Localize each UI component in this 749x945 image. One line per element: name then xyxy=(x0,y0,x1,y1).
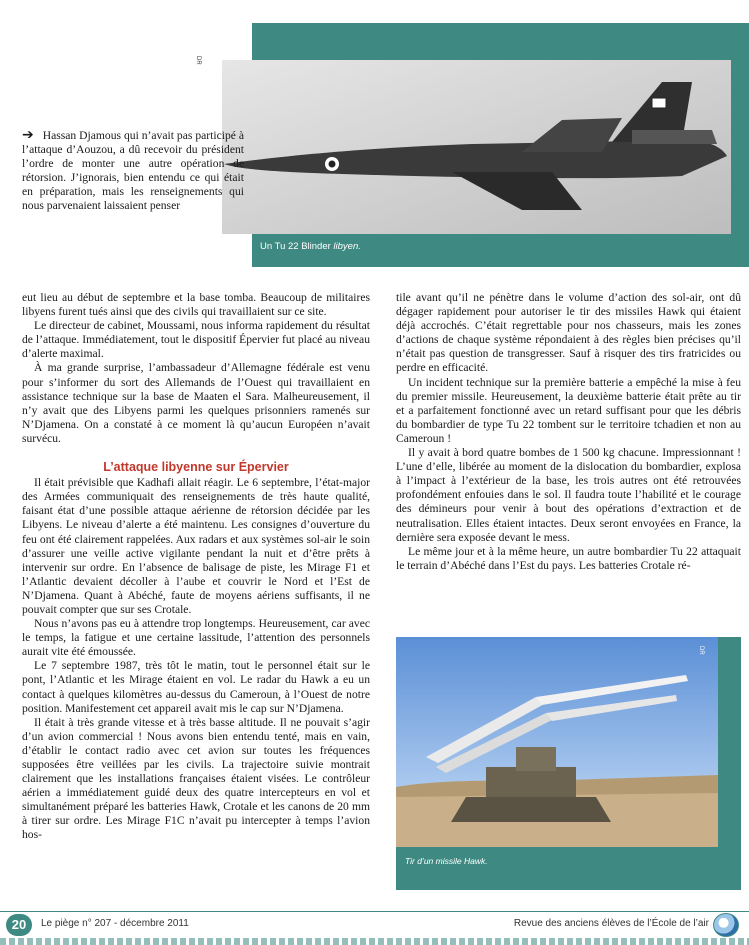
tu22-photo xyxy=(222,60,731,234)
caption-main: Tu 22 Blinder xyxy=(274,241,334,252)
paragraph: Le même jour et à la même heure, un autre bombardier Tu 22 attaquait le terrain d’Abéché dans l’Est du pays. Les batteries Crotale ré- xyxy=(396,544,741,572)
paragraph: À ma grande surprise, l’ambassadeur d’Allemagne fédérale est venu pour s’informer du sort des Allemands de l’Ouest qui travaillaient en assistance technique sur la base de Maaten el Sara. Malheureusement, il n’y avait que des Libyens parmi les quelques prisonniers ramenés sur N’Djamena. On a constaté à ce moment là qu’aucun Européen n’avait survécu. xyxy=(22,361,370,445)
hawk-missile-photo xyxy=(396,637,718,847)
caption-italic: libyen. xyxy=(333,241,361,252)
footer-divider xyxy=(0,911,749,912)
footer-publication: Revue des anciens élèves de l’École de l’air xyxy=(513,918,709,929)
missile-launcher-image xyxy=(396,637,718,847)
school-logo-icon xyxy=(713,913,739,937)
bomber-plane-image xyxy=(222,60,731,234)
caption-prefix: Un xyxy=(260,241,275,252)
photo-credit-bottom: DR xyxy=(698,646,704,655)
section-title: L’attaque libyenne sur Épervier xyxy=(103,460,289,475)
footer-issue: Le piège n° 207 - décembre 2011 xyxy=(41,918,189,929)
footer-pattern xyxy=(0,938,749,945)
paragraph: tile avant qu’il ne pénètre dans le volume d’action des sol-air, ont dû dégager rapidement pour autoriser le tir des missiles Hawk qui étaient déjà accrochés. C’était regrettable pour nos chasseurs, mais les zones d’actions de chaque système répondaient à des règles bien précises qu’il n’était pas question de transgresser. Sauf à risquer des tirs fratricides ou perdre en efficacité. xyxy=(396,291,741,375)
right-column xyxy=(396,291,741,573)
paragraph: eut lieu au début de septembre et la base tomba. Beaucoup de militaires libyens furent tués ainsi que des civils qui travaillaient sur ce site. xyxy=(22,291,370,319)
intro-paragraph xyxy=(22,128,244,214)
left-column xyxy=(22,291,370,843)
paragraph: Il était à très grande vitesse et à très basse altitude. Il ne pouvait s’agir d’un avion commercial ! Nous avons bien entendu tenté, mais en vain, d’établir le contact radio avec cet avion sur toutes les fréquences supposées être veillées par les civils. La trajectoire suivie montrait clairement que les installations françaises étaient visées. Le contrôleur aérien a immédiatement guidé deux des quatre intercepteurs en vol et simultanément préparé les batteries Hawk, Crotale et les canons de 20 mm à tirer sur ordre. Les Mirage F1C n’avait pu intercepter à temps l’avion hos- xyxy=(22,715,370,842)
photo-credit-top: DR xyxy=(195,56,201,65)
paragraph: Un incident technique sur la première batterie a empêché la mise à feu du premier missile. Heureusement, la deuxième batterie était prête au tir et a parfaitement fonctionné avec un retard suffisant pour que les débris du bombardier de type Tu 22 tombent sur le territoire tchadien et non au Cameroun ! xyxy=(396,375,741,445)
page-number: 20 xyxy=(6,914,32,936)
paragraph: Nous n’avons pas eu à attendre trop longtemps. Heureusement, car avec le temps, la fatigue et une certaine lassitude, l’attention des personnels aurait vite été émoussée. xyxy=(22,617,370,659)
paragraph: Il était prévisible que Kadhafi allait réagir. Le 6 septembre, l’état-major des Armées communiquait des renseignements de très haute qualité, faisant état d’une possible attaque aérienne de rétorsion décidée par les Libyens. Le niveau d’alerte a été maintenu. Les consignes d’ouverture du feu ont été clairement rappelées. Aux radars et aux systèmes sol-air le soin d’assurer une veille active vigilante pendant la nuit et d’être prêts à intervenir sur ordre. En l’absence de balisage de piste, les Mirage F1 et l’Atlantic devaient décoller à l’aube et couvrir le Nord et l’Est de N’Djamena. Quant à Abéché, faute de moyens aériens suffisants, il ne pouvait compter que sur ses Crotale. xyxy=(22,476,370,616)
paragraph: Le directeur de cabinet, Moussami, nous informa rapidement du résultat de l’attaque. Immédiatement, tout le dispositif Épervier fut placé au niveau d’alerte maximal. xyxy=(22,319,370,361)
intro-text: Hassan Djamous qui n’avait pas participé à l’attaque d’Aouzou, a dû recevoir du président l’ordre de monter une autre opération de rétorsion. J’ignorais, bien entendu ce qui était en préparation, mais les renseignements qui nous parvenaient laissaient penser xyxy=(22,129,244,213)
photo-caption-top xyxy=(260,241,361,252)
paragraph: Le 7 septembre 1987, très tôt le matin, tout le personnel était sur le pont, l’Atlantic et les Mirage étaient en vol. Le radar du Hawk a eu un contact à quelques kilomètres au-dessus du Cameroun, à l’Ouest de notre position. Manifestement cet appareil avait mis le cap sur N’Djamena. xyxy=(22,659,370,715)
arrow-icon: ➔ xyxy=(22,127,34,143)
paragraph: Il y avait à bord quatre bombes de 1 500 kg chacune. Impressionnant ! L’une d’elle, libérée au moment de la dislocation du bombardier, explosa à l’impact à l’extérieur de la base, les trois autres ont été retrouvées profondément enfouies dans le sol. Il faudra toute l’habilité et le courage des démineurs pour venir à bout des opérations d’extraction et de neutralisation. Elles étaient intactes. Deux seront envoyées en France, la dernière sera exposée devant le mess. xyxy=(396,446,741,544)
photo-caption-bottom: Tir d’un missile Hawk. xyxy=(405,856,488,866)
